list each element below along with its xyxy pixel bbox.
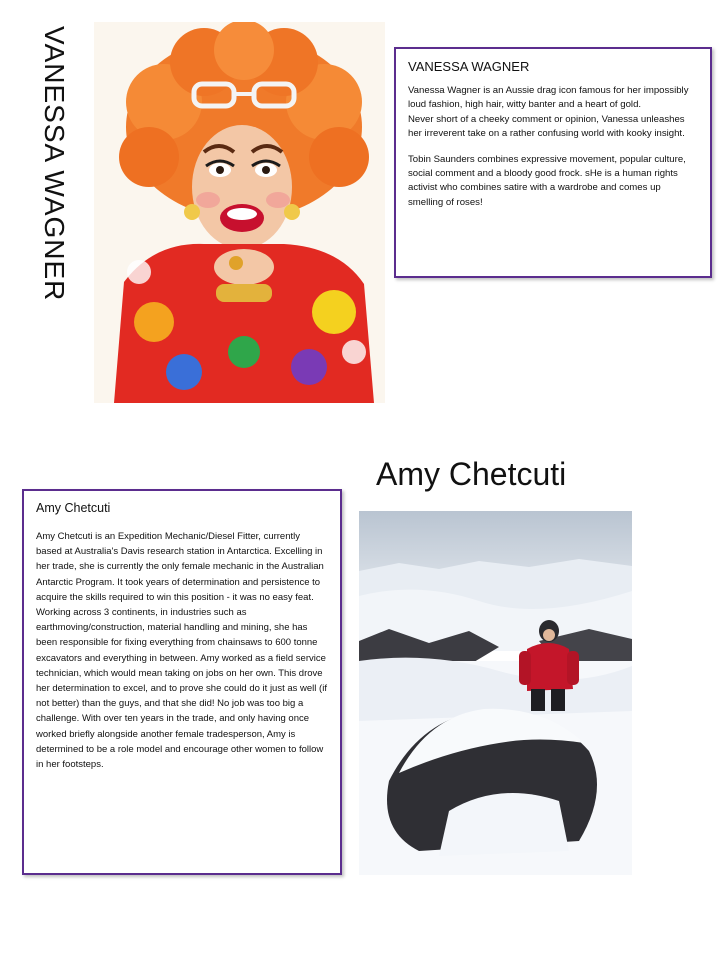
amy-heading: Amy Chetcuti	[376, 456, 567, 492]
vanessa-bio-paragraph-2: Never short of a cheeky comment or opinion, Vanessa unleashes her irreverent take on a rather confusing world with kooky insight.	[408, 113, 685, 140]
amy-photo	[359, 511, 632, 875]
amy-bio-paragraph: Amy Chetcuti is an Expedition Mechanic/Diesel Fitter, currently based at Australia's Davis research station in Antarctica. Excelling in her trade, she is currently the only female mechanic in the Australian Antarctic Program. It took years of determination and persistence to acquire the skills required to win this position - it was no easy feat. Working across 3 continents, in industries such as earthmoving/construction, material handling and mining, she has been responsible for fixing everything from chainsaws to 600 tonne excavators and everything in between. Amy worked as a field service technician, which would mean taking on jobs on her own. This drove her determination to excel, and to prove she could do it just as well (if not better) than the guys, and that she did! No job was too big a challenge. With over ten years in the trade, and only having once worked briefly alongside another female tradesperson, Amy is determined to be a role model and encourage other women to follow in her footsteps.	[36, 531, 327, 771]
vanessa-bio-paragraph-1: Vanessa Wagner is an Aussie drag icon famous for her impossibly loud fashion, high hair, witty banter and a heart of gold.	[408, 85, 689, 111]
vanessa-bio-title: VANESSA WAGNER	[408, 59, 530, 74]
amy-bio-title: Amy Chetcuti	[36, 501, 111, 515]
vanessa-bio-paragraph-3: Tobin Saunders combines expressive movement, popular culture, social comment and a bloody good frock. sHe is a human rights activist who combines satire with a wardrobe and comes up smelling of roses!	[408, 153, 686, 208]
vanessa-bio-box	[394, 47, 712, 278]
amy-bio-box	[22, 489, 342, 875]
vanessa-photo	[94, 22, 385, 403]
vanessa-vertical-title-text: VANESSA WAGNER	[39, 26, 70, 302]
vanessa-vertical-title	[26, 26, 70, 326]
